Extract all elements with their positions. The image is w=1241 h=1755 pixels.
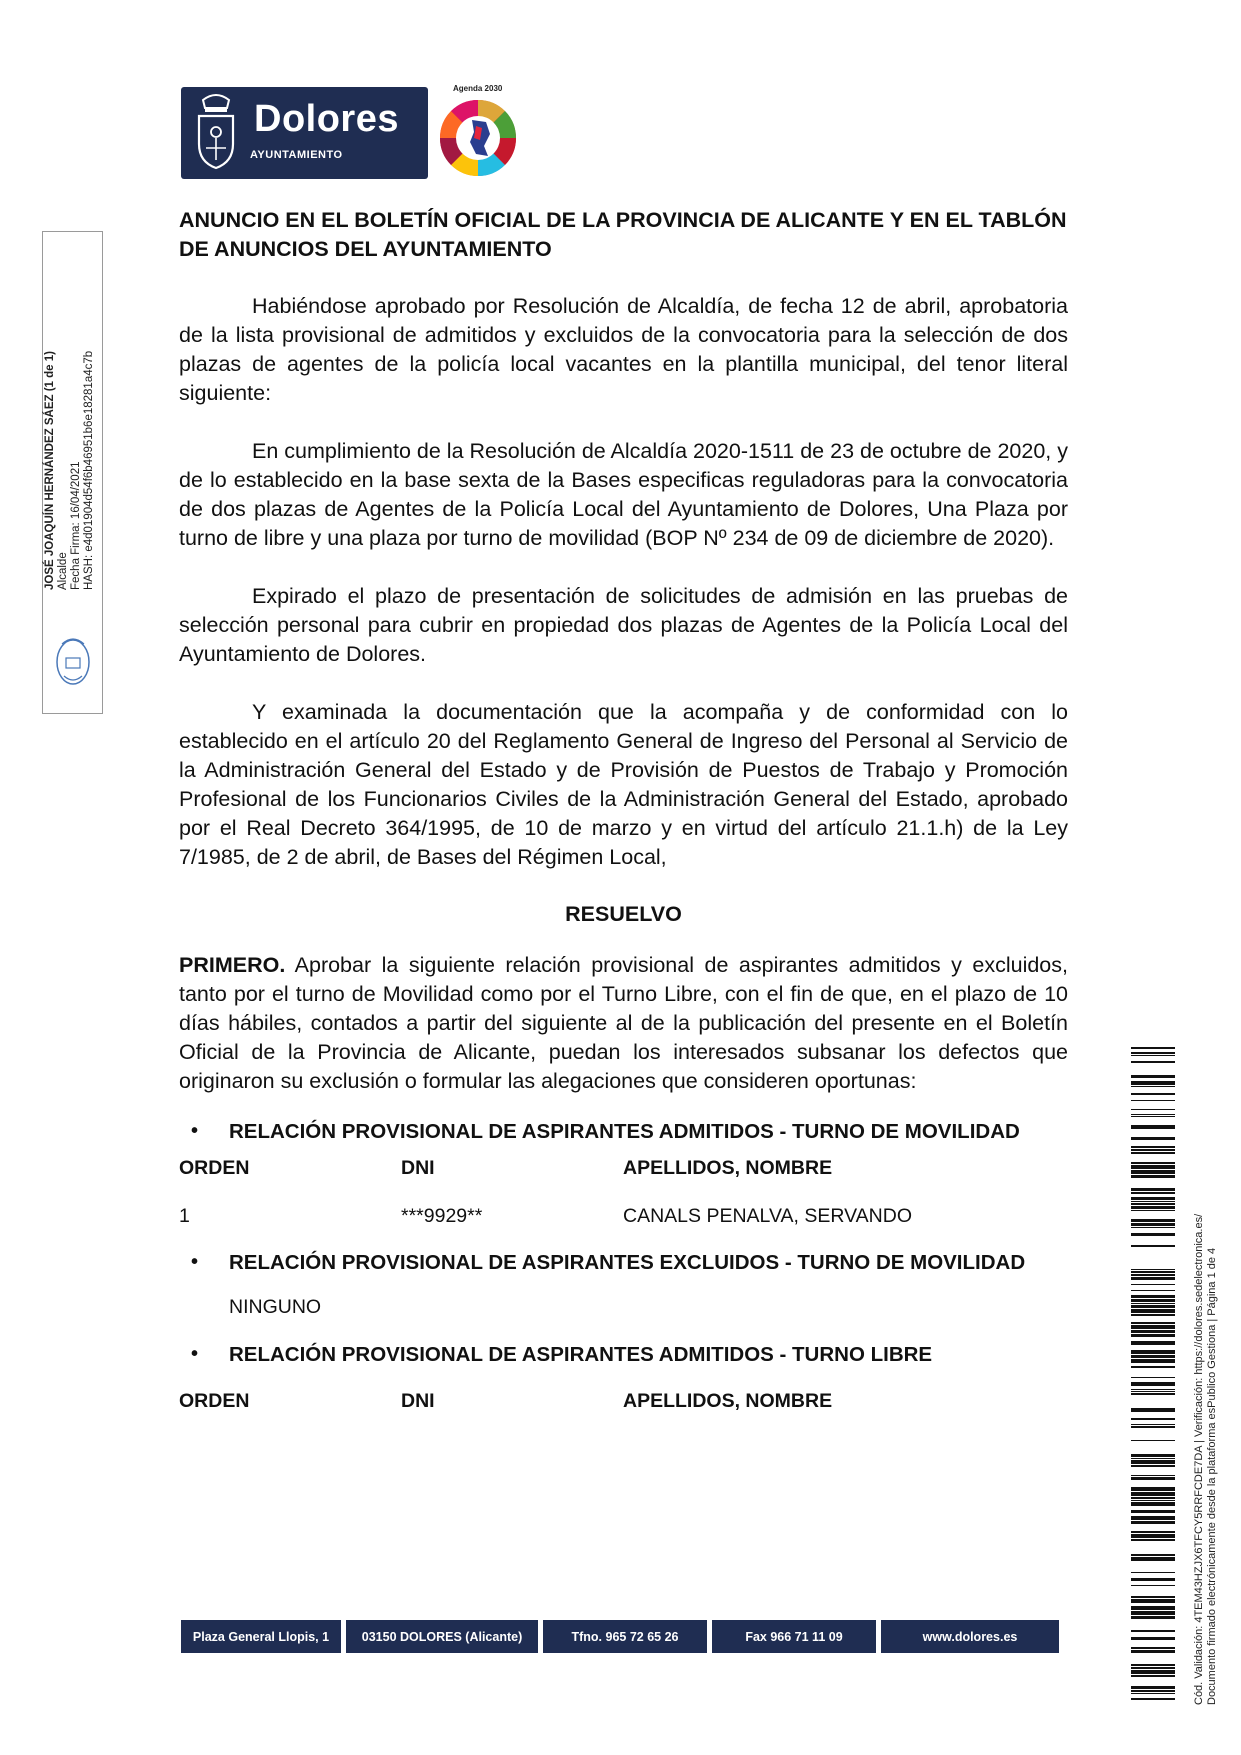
table-header [179,1155,1068,1181]
agenda-label: Agenda 2030 [453,84,503,93]
signer-role: Alcalde [57,552,69,590]
header-orden: ORDEN [179,1390,250,1412]
primero-label: PRIMERO. [179,953,286,977]
paragraph-4: Y examinada la documentación que la acompaña y de conformidad con lo establecido en el artículo 20 del Reglamento General de Ingreso del Personal al Servicio de la Administración General del Estado y de Provisión de Puestos de Trabajo y Promoción Profesional de los Funcionarios Civiles de la Administración General del Estado, aprobado por el Real Decreto 364/1995, de 10 de marzo y en virtud del artículo 21.1.h) de la Ley 7/1985, de 2 de abril, de Bases del Régimen Local, [179,700,1068,869]
header-nombre: APELLIDOS, NOMBRE [623,1157,833,1179]
footer-fax: Fax 966 71 11 09 [712,1620,876,1653]
primero-text: Aprobar la siguiente relación provisional de aspirantes admitidos y excluidos, tanto por el turno de Movilidad como por el Turno Libre, con el fin de que, en el plazo de 10 días hábiles, contados a partir del siguiente al de la publicación del presente en el Boletín Oficial de la Provincia de Alicante, puedan los interesados subsanar los defectos que originaron su exclusión o formular las alegaciones que consideren oportunas: [179,953,1068,1093]
footer-web[interactable]: www.dolores.es [881,1620,1059,1653]
section-admitidos-libre: • RELACIÓN PROVISIONAL DE ASPIRANTES ADMITIDOS - TURNO LIBRE [179,1341,1068,1368]
coat-of-arms-icon [191,92,241,174]
section-excluidos-movilidad: • RELACIÓN PROVISIONAL DE ASPIRANTES EXCLUIDOS - TURNO DE MOVILIDAD [179,1249,1068,1276]
section-admitidos-movilidad: • RELACIÓN PROVISIONAL DE ASPIRANTES ADMITIDOS - TURNO DE MOVILIDAD [179,1118,1068,1145]
header-dni: DNI [401,1157,435,1179]
ninguno-text: NINGUNO [229,1296,322,1318]
footer-address: Plaza General Llopis, 1 [181,1620,341,1653]
document-body [179,206,1068,1414]
footer-bar [181,1620,1059,1653]
footer-phone: Tfno. 965 72 65 26 [543,1620,707,1653]
validation-line-2: Documento firmado electrónicamente desde la plataforma esPublico Gestiona | Página 1 de 4 [1206,1247,1218,1705]
paragraph-1: Habiéndose aprobado por Resolución de Alcaldía, de fecha 12 de abril, aprobatoria de la lista provisional de admitidos y excluidos de la convocatoria para la selección de dos plazas de agentes de la policía local vacantes en la plantilla municipal, del tenor literal siguiente: [179,294,1068,405]
validation-text [1193,1025,1233,1705]
resuelvo-heading: RESUELVO [565,902,682,926]
row-dni: ***9929** [401,1205,483,1227]
header-orden: ORDEN [179,1157,250,1179]
header-dni: DNI [401,1390,435,1412]
footer-city: 03150 DOLORES (Alicante) [346,1620,538,1653]
validation-barcode [1131,1047,1175,1700]
validation-line-1: Cód. Validación: 4TEM43HZJX6TFCY5RRFCDE7DA | Verificación: https://dolores.sedelectronica.es/ [1193,1213,1205,1705]
paragraph-2: En cumplimiento de la Resolución de Alcaldía 2020-1511 de 23 de octubre de 2020, y de lo establecido en la base sexta de la Bases especificas reguladoras para la convocatoria de dos plazas de Agentes de la Policía Local del Ayuntamiento de Dolores, Una Plaza por turno de libre y una plaza por turno de movilidad (BOP Nº 234 de 09 de diciembre de 2020). [179,439,1068,550]
row-orden: 1 [179,1205,190,1227]
agenda-2030-wheel-icon [432,84,524,182]
signature-date: Fecha Firma: 16/04/2021 [70,461,82,590]
row-nombre: CANALS PENALVA, SERVANDO [623,1205,912,1227]
signature-stamp-icon [52,630,94,690]
signer-name: JOSÉ JOAQUÍN HERNÁNDEZ SÁEZ (1 de 1) [44,351,56,590]
header-nombre: APELLIDOS, NOMBRE [623,1390,833,1412]
logo-name: Dolores [254,98,399,140]
table-row [179,1203,1068,1229]
table-header [179,1388,1068,1414]
document-title: ANUNCIO EN EL BOLETÍN OFICIAL DE LA PROVINCIA DE ALICANTE Y EN EL TABLÓN DE ANUNCIOS DEL AYUNTAMIENTO [179,208,1067,261]
paragraph-3: Expirado el plazo de presentación de solicitudes de admisión en las pruebas de selección personal para cubrir en propiedad dos plazas de Agentes de la Policía Local del Ayuntamiento de Dolores. [179,584,1068,666]
signature-details [44,290,104,590]
signature-hash: HASH: e4d01904d54f6b46951b6e18281a4c7b [83,350,95,590]
logo-subtitle: AYUNTAMIENTO [250,149,343,161]
primero-paragraph [179,951,1068,1096]
